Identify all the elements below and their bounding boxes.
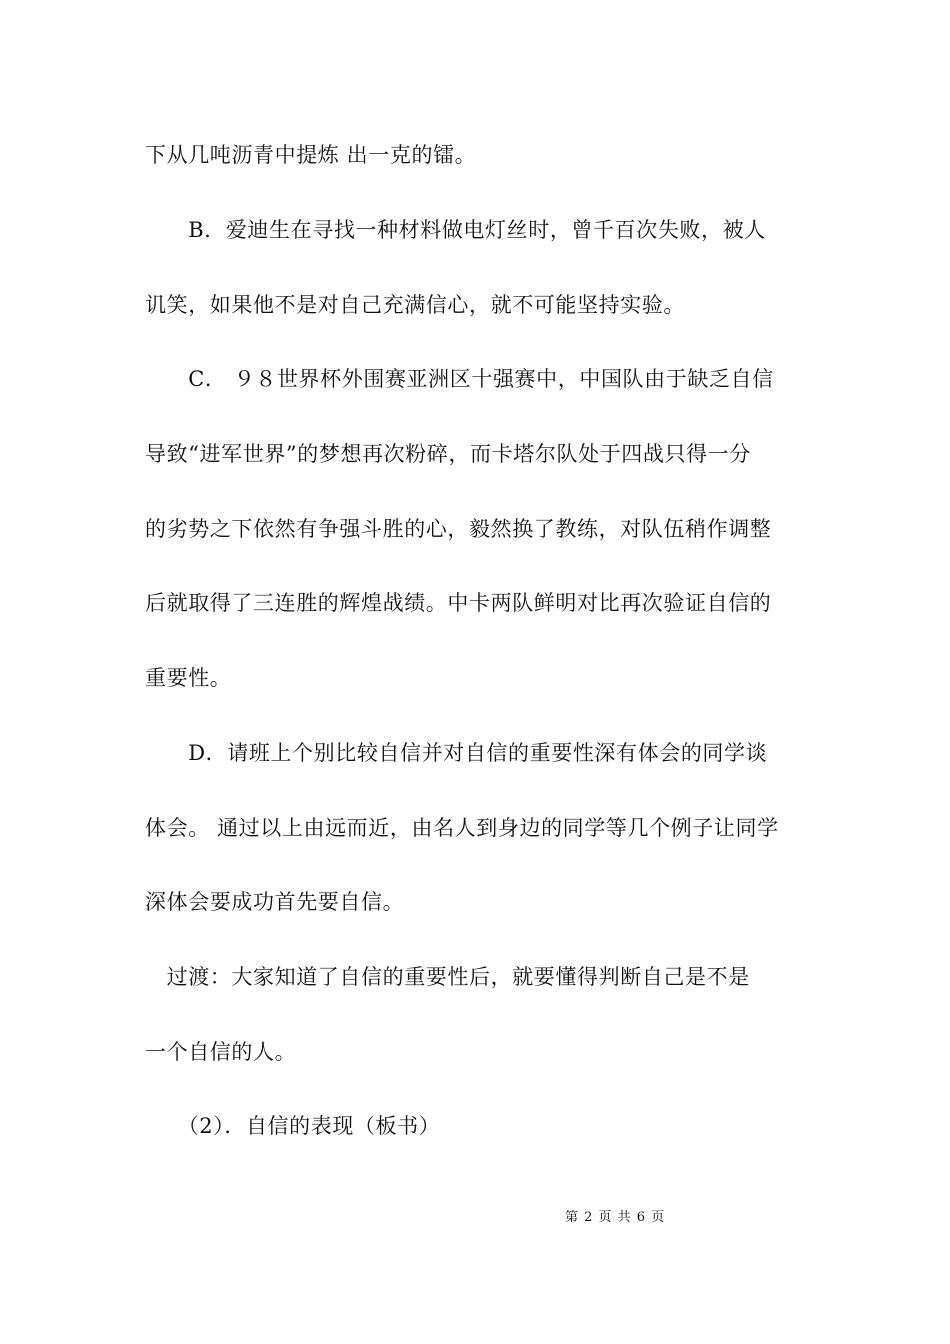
text-line: 一个自信的人。 bbox=[145, 1040, 297, 1064]
text-line: 深体会要成功首先要自信。 bbox=[145, 890, 405, 914]
text-line: C． ９８世界杯外围赛亚洲区十强赛中，中国队由于缺乏自信 bbox=[145, 367, 774, 391]
page-number: 第 2 页 共 6 页 bbox=[565, 1210, 666, 1225]
text-line: 讥笑，如果他不是对自己充满信心，就不可能坚持实验。 bbox=[145, 293, 685, 317]
text-line: （2）．自信的表现（板书） bbox=[145, 1114, 441, 1138]
text-line: 后就取得了三连胜的辉煌战绩。中卡两队鲜明对比再次验证自信的 bbox=[145, 591, 772, 615]
text-line: 的劣势之下依然有争强斗胜的心，毅然换了教练，对队伍稍作调整 bbox=[145, 517, 772, 541]
text-line: B．爱迪生在寻找一种材料做电灯丝时，曾千百次失败，被人 bbox=[145, 218, 766, 242]
text-line: D．请班上个别比较自信并对自信的重要性深有体会的同学谈 bbox=[145, 741, 768, 765]
text-line: 重要性。 bbox=[145, 666, 232, 690]
text-line: 导致“进军世界”的梦想再次粉碎，而卡塔尔队处于四战只得一分 bbox=[145, 442, 751, 466]
text-line: 下从几吨沥青中提炼 出一克的镭。 bbox=[145, 143, 477, 167]
text-line: 体会。 通过以上由远而近，由名人到身边的同学等几个例子让同学 bbox=[145, 816, 779, 840]
text-line: 过渡：大家知道了自信的重要性后，就要懂得判断自己是不是 bbox=[145, 965, 750, 989]
